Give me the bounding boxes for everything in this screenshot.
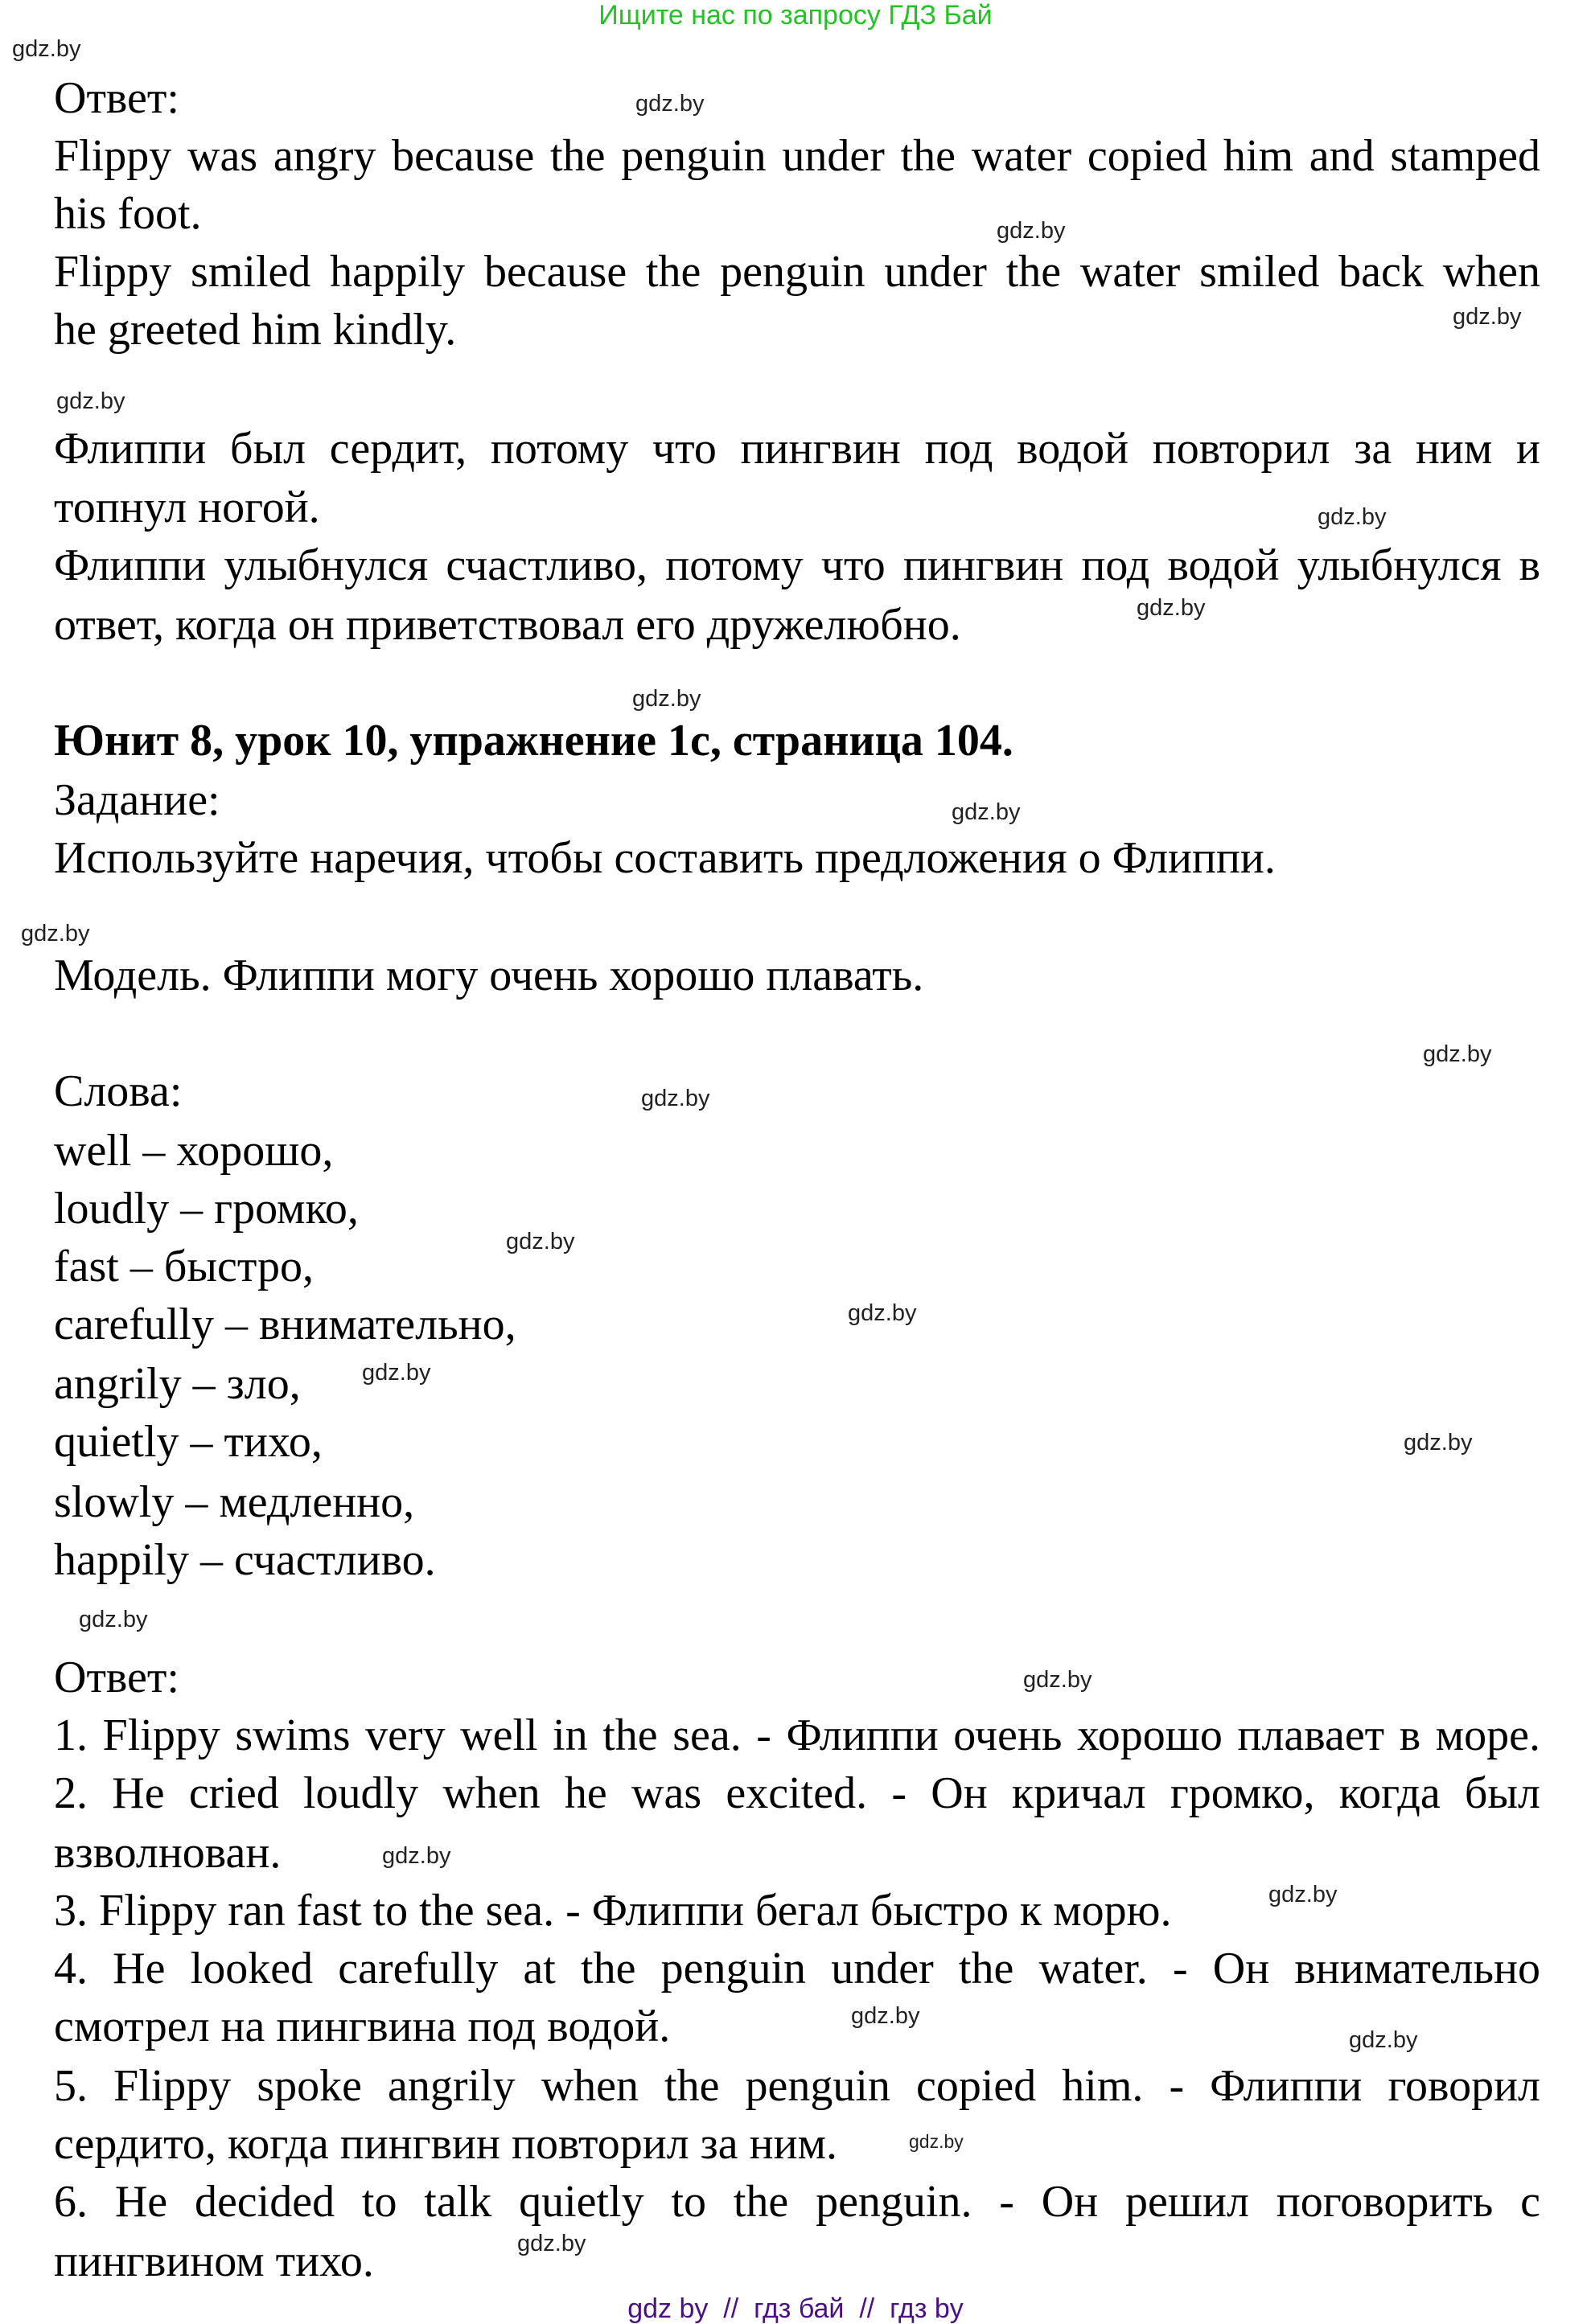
task-label: Задание:: [54, 775, 220, 825]
answer-item: 6. He decided to talk quietly to the penguin. - Он решил поговорить с: [54, 2177, 1540, 2227]
answer-item: взволнован.: [54, 1828, 282, 1878]
translation-line: ответ, когда он приветствовал его дружелюбно.: [54, 600, 961, 650]
watermark: gdz.by: [1023, 1667, 1092, 1693]
watermark: gdz.by: [1423, 1041, 1492, 1067]
answer-item: 5. Flippy spoke angrily when the penguin copied him. - Флиппи говорил: [54, 2061, 1540, 2111]
watermark: gdz.by: [1137, 595, 1206, 621]
watermark: gdz.by: [1318, 504, 1387, 530]
watermark: gdz.by: [21, 921, 90, 946]
watermark: gdz.by: [1404, 1430, 1473, 1456]
watermark: gdz.by: [952, 799, 1021, 825]
watermark: gdz.by: [632, 686, 701, 712]
answer-item: 2. He cried loudly when he was excited. - Он кричал громко, когда был: [54, 1768, 1540, 1818]
answer-item: сердито, когда пингвин повторил за ним.: [54, 2119, 838, 2169]
watermark: gdz.by: [79, 1607, 148, 1632]
answer-label: Ответ:: [54, 73, 179, 123]
watermark: gdz.by: [997, 218, 1066, 244]
translation-line: топнул ногой.: [54, 482, 320, 532]
answer-item: 3. Flippy ran fast to the sea. - Флиппи бегал быстро к морю.: [54, 1886, 1172, 1936]
answer-item: 1. Flippy swims very well in the sea. - Флиппи очень хорошо плавает в море.: [54, 1710, 1540, 1760]
section-heading: Юнит 8, урок 10, упражнение 1c, страница 104.: [54, 716, 1013, 766]
watermark: gdz.by: [382, 1843, 451, 1869]
word-item: happily – счастливо.: [54, 1535, 436, 1585]
watermark: gdz.by: [56, 388, 125, 414]
watermark: gdz.by: [909, 2131, 964, 2152]
answer-label: Ответ:: [54, 1653, 179, 1702]
watermark: gdz.by: [1268, 1882, 1338, 1907]
answer-item: 4. He looked carefully at the penguin under the water. - Он внимательно: [54, 1944, 1540, 1993]
word-item: quietly – тихо,: [54, 1417, 323, 1467]
word-item: well – хорошо,: [54, 1126, 334, 1176]
words-label: Слова:: [54, 1066, 183, 1116]
word-item: loudly – громко,: [54, 1184, 359, 1234]
watermark: gdz.by: [1349, 2027, 1418, 2053]
watermark: gdz.by: [635, 91, 705, 117]
answer-line: Flippy was angry because the penguin under the water copied him and stamped: [54, 131, 1540, 181]
task-text: Используйте наречия, чтобы составить предложения о Флиппи.: [54, 833, 1276, 883]
word-item: carefully – внимательно,: [54, 1300, 516, 1349]
watermark: gdz.by: [641, 1086, 710, 1111]
answer-line: Flippy smiled happily because the penguin under the water smiled back when: [54, 247, 1540, 297]
footer-links[interactable]: gdz by // гдз бай // гдз by: [627, 2293, 964, 2324]
watermark: gdz.by: [517, 2231, 586, 2256]
search-banner[interactable]: Ищите нас по запросу ГДЗ Бай: [598, 0, 993, 31]
answer-line: his foot.: [54, 189, 202, 239]
word-item: angrily – зло,: [54, 1359, 301, 1409]
answer-line: he greeted him kindly.: [54, 305, 457, 355]
word-item: slowly – медленно,: [54, 1477, 415, 1527]
watermark: gdz.by: [848, 1300, 917, 1326]
watermark: gdz.by: [1453, 304, 1522, 330]
translation-line: Флиппи улыбнулся счастливо, потому что пингвин под водой улыбнулся в: [54, 540, 1540, 590]
answer-item: пингвином тихо.: [54, 2236, 374, 2286]
watermark: gdz.by: [506, 1229, 575, 1254]
watermark: gdz.by: [362, 1360, 431, 1386]
translation-line: Флиппи был сердит, потому что пингвин под водой повторил за ним и: [54, 424, 1540, 474]
watermark: gdz.by: [12, 36, 81, 62]
watermark: gdz.by: [851, 2003, 920, 2029]
model-text: Модель. Флиппи могу очень хорошо плавать.: [54, 951, 924, 1000]
word-item: fast – быстро,: [54, 1242, 314, 1291]
answer-item: смотрел на пингвина под водой.: [54, 2002, 671, 2051]
